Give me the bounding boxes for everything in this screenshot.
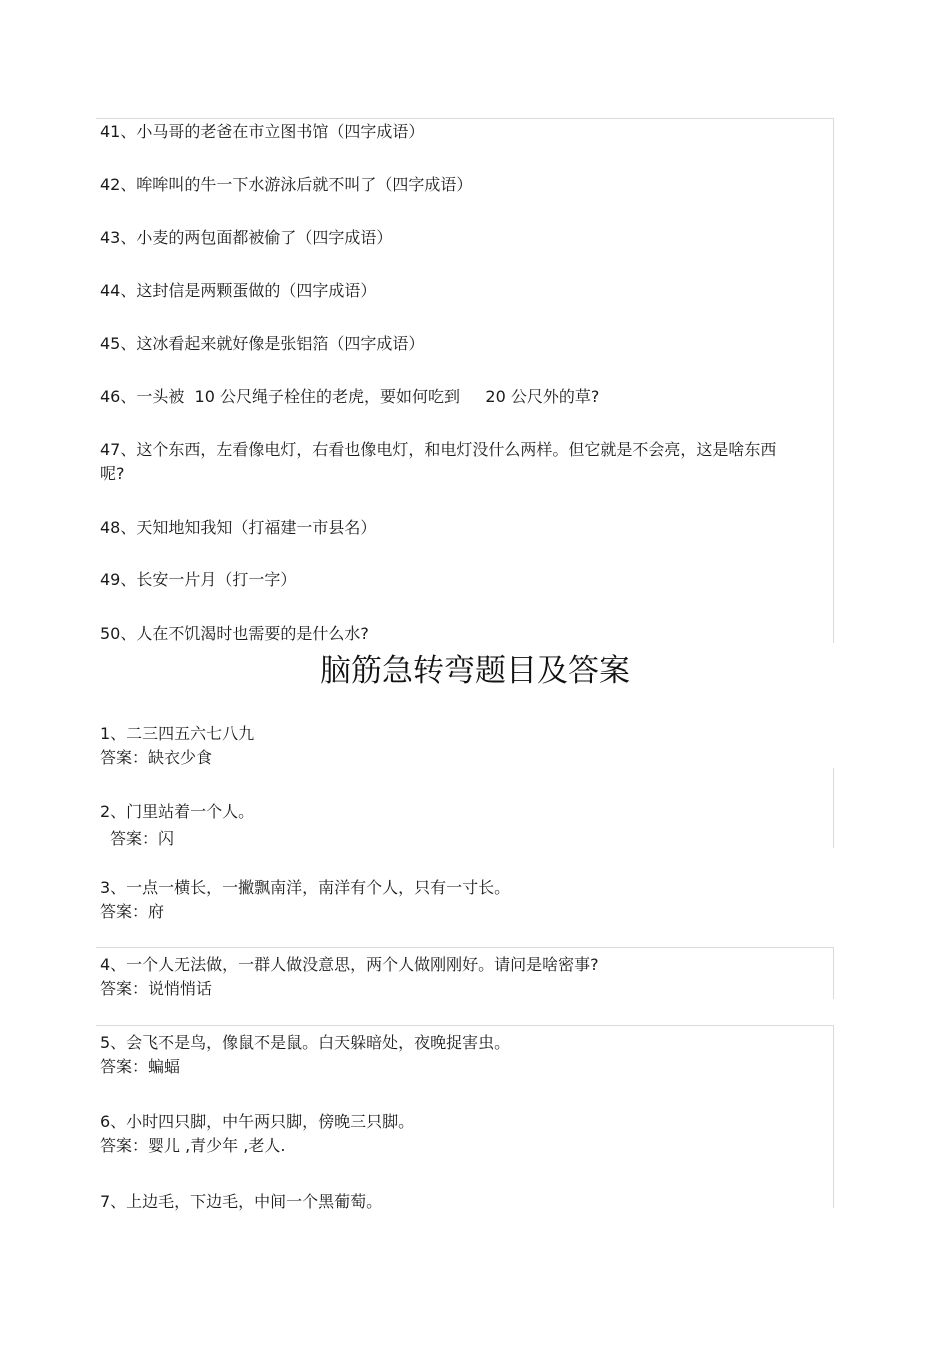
frame-top-rule	[96, 118, 834, 119]
riddle-1-question: 1、二三四五六七八九	[100, 724, 255, 743]
riddle-3	[100, 876, 510, 924]
riddle-4	[100, 953, 599, 1001]
riddle-5	[100, 1031, 510, 1079]
frame-right-rule-4	[833, 1025, 834, 1208]
riddle-2-answer: 答案：闪	[110, 829, 175, 848]
riddle-6	[100, 1110, 414, 1158]
riddle-5-question: 5、会飞不是鸟，像鼠不是鼠。白天躲暗处，夜晚捉害虫。	[100, 1033, 511, 1052]
riddle-2	[100, 800, 254, 851]
riddle-50: 50、人在不饥渴时也需要的是什么水?	[100, 624, 369, 643]
frame-mid-rule-1	[96, 947, 834, 948]
riddle-43: 43、小麦的两包面都被偷了（四字成语）	[100, 228, 393, 247]
riddle-49: 49、长安一片月（打一字）	[100, 570, 297, 589]
riddle-1-answer: 答案：缺衣少食	[100, 748, 213, 767]
riddle-47: 47、这个东西，左看像电灯，右看也像电灯，和电灯没什么两样。但它就是不会亮，这是啥东西呢?	[100, 440, 777, 483]
frame-right-rule-3	[833, 947, 834, 999]
riddle-45: 45、这冰看起来就好像是张铝箔（四字成语）	[100, 334, 425, 353]
frame-mid-rule-2	[96, 1025, 834, 1026]
riddle-41: 41、小马哥的老爸在市立图书馆（四字成语）	[100, 122, 425, 141]
riddle-1	[100, 722, 254, 770]
riddle-7-question: 7、上边毛，下边毛，中间一个黑葡萄。	[100, 1192, 383, 1211]
riddle-42: 42、哞哞叫的牛一下水游泳后就不叫了（四字成语）	[100, 175, 473, 194]
riddle-46: 46、一头被 10 公尺绳子栓住的老虎，要如何吃到 20 公尺外的草?	[100, 387, 600, 406]
riddle-3-answer: 答案：府	[100, 902, 165, 921]
section-title: 脑筋急转弯题目及答案	[320, 653, 630, 689]
riddle-6-question: 6、小时四只脚，中午两只脚，傍晚三只脚。	[100, 1112, 415, 1131]
riddle-48: 48、天知地知我知（打福建一市县名）	[100, 518, 377, 537]
riddle-5-answer: 答案：蝙蝠	[100, 1057, 181, 1076]
riddle-44: 44、这封信是两颗蛋做的（四字成语）	[100, 281, 377, 300]
riddle-6-answer: 答案：婴儿 ,青少年 ,老人.	[100, 1136, 286, 1155]
frame-right-rule	[833, 118, 834, 643]
riddle-4-answer: 答案：说悄悄话	[100, 979, 213, 998]
riddle-4-question: 4、一个人无法做，一群人做没意思，两个人做刚刚好。请问是啥密事?	[100, 955, 599, 974]
riddle-2-question: 2、门里站着一个人。	[100, 802, 255, 821]
frame-right-rule-2	[833, 768, 834, 848]
riddle-7	[100, 1190, 382, 1214]
riddle-3-question: 3、一点一横长，一撇飘南洋，南洋有个人，只有一寸长。	[100, 878, 511, 897]
